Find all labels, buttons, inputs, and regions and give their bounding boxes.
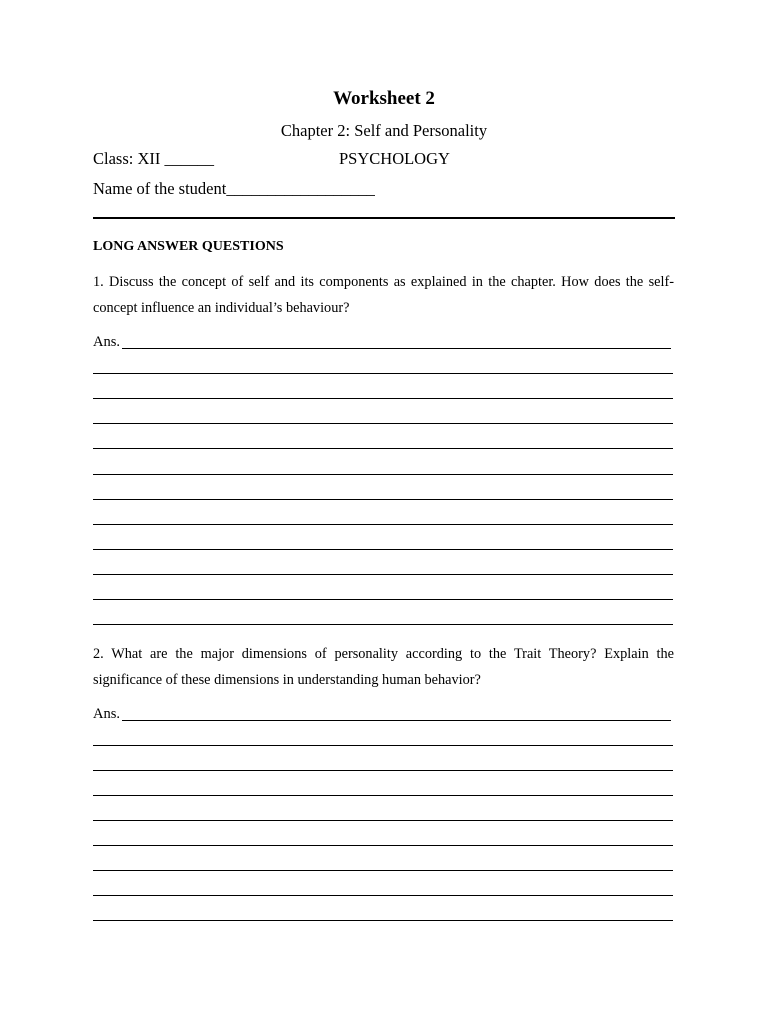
- answer-1-line: [93, 499, 673, 500]
- answer-2-label: Ans.: [93, 706, 120, 722]
- answer-1-first-line: [122, 348, 671, 349]
- answer-2-line: [93, 895, 673, 896]
- question-2-text: 2. What are the major dimensions of personality according to the Trait Theory? Explain the significance of these dimensions in understanding human behavior?: [93, 646, 674, 688]
- answer-1-line: [93, 524, 673, 525]
- student-name-field: Name of the student__________________: [93, 179, 375, 198]
- answer-2-line: [93, 795, 673, 796]
- answer-2-first-line: [122, 720, 671, 721]
- answer-1-line: [93, 448, 673, 449]
- header-divider: [93, 217, 675, 219]
- answer-1-line: [93, 373, 673, 374]
- answer-1-line: [93, 549, 673, 550]
- class-field: Class: XII ______: [93, 149, 214, 168]
- answer-1-line: [93, 398, 673, 399]
- subject-name: PSYCHOLOGY: [339, 149, 450, 168]
- answer-2-line: [93, 820, 673, 821]
- chapter-title: Chapter 2: Self and Personality: [280, 121, 488, 140]
- question-1-text: 1. Discuss the concept of self and its components as explained in the chapter. How does the self-concept influence an individual’s behaviour?: [93, 274, 674, 316]
- answer-2-line: [93, 920, 673, 921]
- answer-1-line: [93, 624, 673, 625]
- answer-2-line: [93, 845, 673, 846]
- answer-1-line: [93, 574, 673, 575]
- section-heading: LONG ANSWER QUESTIONS: [93, 239, 284, 254]
- worksheet-title: Worksheet 2: [333, 88, 435, 109]
- answer-2-line: [93, 770, 673, 771]
- answer-1-label: Ans.: [93, 334, 120, 350]
- answer-1-line: [93, 474, 673, 475]
- answer-2-line: [93, 870, 673, 871]
- answer-1-line: [93, 599, 673, 600]
- answer-2-line: [93, 745, 673, 746]
- answer-1-line: [93, 423, 673, 424]
